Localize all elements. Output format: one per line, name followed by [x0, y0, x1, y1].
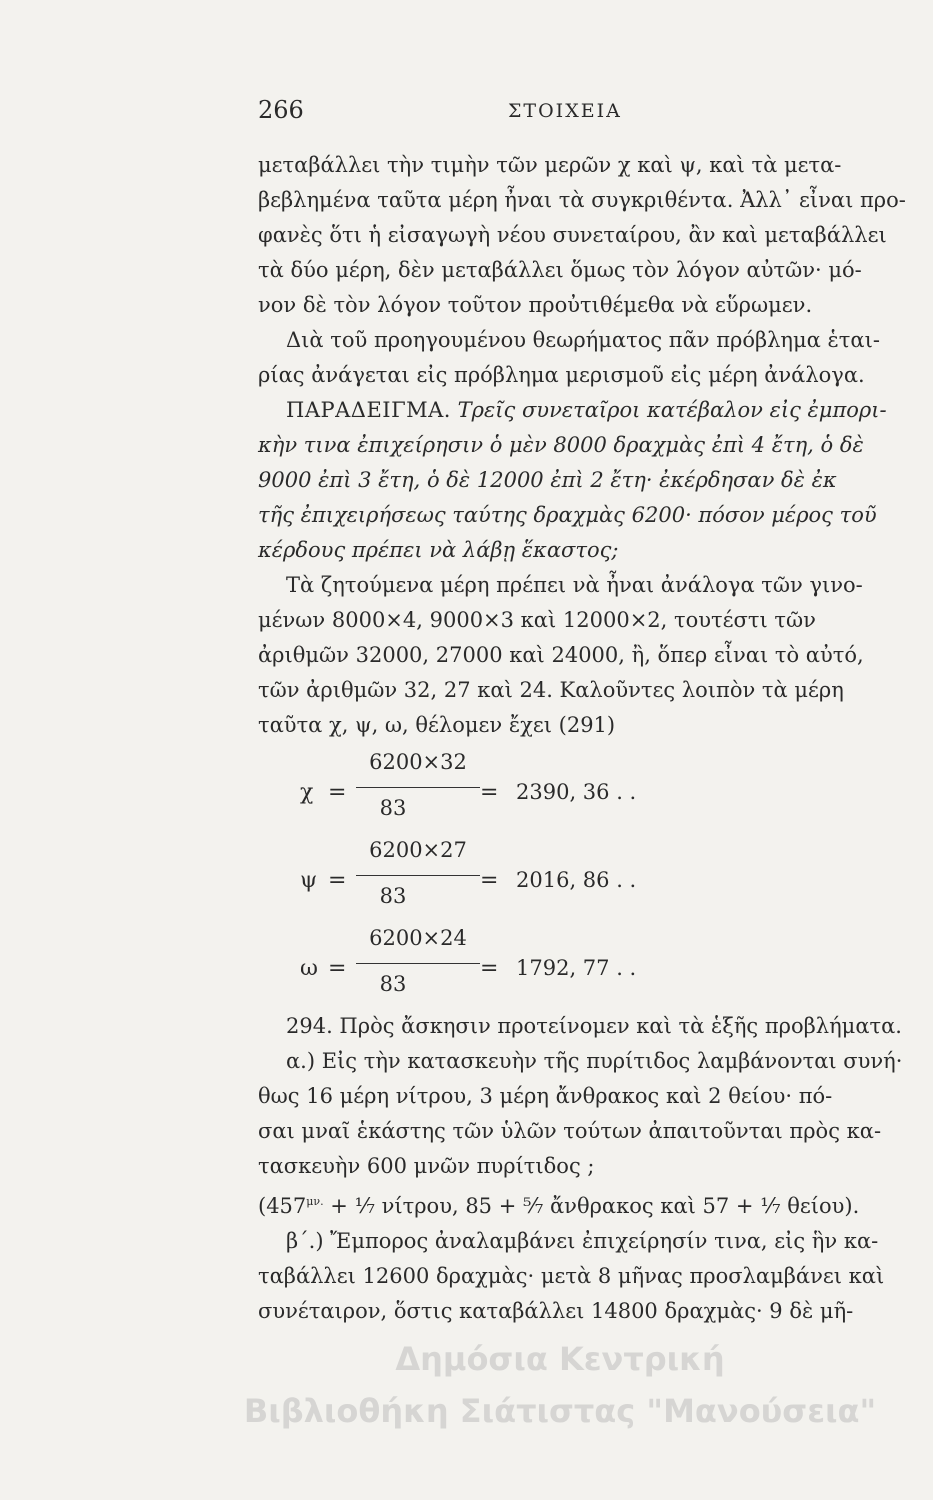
answer-post: + ¹⁄₇ νίτρου, 85 + ⁵⁄₇ ἄνθρακος καὶ 57 + ¹⁄₇ θείου). [323, 1194, 860, 1218]
exercise-line: θως 16 μέρη νίτρου, 3 μέρη ἄνθρακος καὶ 2 θείου· πό- [258, 1084, 833, 1108]
solution-line: μένων 8000×4, 9000×3 καὶ 12000×2, τουτέστι τῶν [258, 608, 816, 632]
example-line: κὴν τινα ἐπιχείρησιν ὁ μὲν 8000 δραχμὰς ἐπὶ 4 ἔτη, ὁ δὲ [258, 433, 864, 457]
answer-line [258, 1184, 878, 1224]
text-line: Διὰ τοῦ προηγουμένου θεωρήματος πᾶν πρόβλημα ἑται- [286, 328, 880, 352]
equation-omega [258, 921, 878, 1007]
equation-chi [258, 745, 878, 831]
fraction-denominator: 83 [379, 972, 407, 996]
solution-line: τῶν ἀριθμῶν 32, 27 καὶ 24. Καλοῦντες λοιπὸν τὰ μέρη [258, 678, 844, 702]
library-watermark-line1: Δημόσια Κεντρική [395, 1340, 725, 1378]
solution-line: ταῦτα χ, ψ, ω, θέλομεν ἔχει (291) [258, 713, 616, 737]
equation-result: 2016, 86 . . [516, 868, 637, 892]
fraction-denominator: 83 [379, 884, 407, 908]
equation-result: 1792, 77 . . [516, 956, 637, 980]
equation-psi [258, 833, 878, 919]
example-label: ΠΑΡΑΔΕΙΓΜΑ. [286, 398, 451, 422]
library-watermark-line2: Βιβλιοθήκη Σιάτιστας "Μανούσεια" [243, 1392, 877, 1430]
example-first-line [258, 393, 887, 428]
equation-variable: χ [300, 780, 314, 805]
fraction-denominator: 83 [379, 796, 407, 820]
fraction-numerator: 6200×24 [369, 926, 467, 950]
text-line: νον δὲ τὸν λόγον τοῦτον προὐτιθέμεθα νὰ εὕρωμεν. [258, 293, 813, 317]
exercise-line: 294. Πρὸς ἄσκησιν προτείνομεν καὶ τὰ ἑξῆς προβλήματα. [286, 1014, 902, 1038]
equals-sign: = [480, 868, 499, 893]
equals-sign: = [328, 780, 347, 805]
equation-result: 2390, 36 . . [516, 780, 637, 804]
page-number: 266 [258, 96, 304, 124]
example-text: Τρεῖς συνεταῖροι κατέβαλον εἰς ἐμπορι- [457, 398, 887, 422]
exercise-line: α.) Εἰς τὴν κατασκευὴν τῆς πυρίτιδος λαμβάνονται συνή· [286, 1049, 903, 1073]
running-title: ΣΤΟΙΧΕΙΑ [508, 100, 622, 122]
solution-line: ἀριθμῶν 32000, 27000 καὶ 24000, ἢ, ὅπερ εἶναι τὸ αὐτό, [258, 643, 864, 667]
exercise-line: συνέταιρον, ὅστις καταβάλλει 14800 δραχμὰς· 9 δὲ μῆ- [258, 1299, 854, 1323]
body-text [258, 148, 906, 1329]
fraction-bar [356, 787, 480, 788]
example-line: 9000 ἐπὶ 3 ἔτη, ὁ δὲ 12000 ἐπὶ 2 ἔτη· ἐκέρδησαν δὲ ἐκ [258, 468, 837, 492]
text-line: φανὲς ὅτι ἡ εἰσαγωγὴ νέου συνεταίρου, ἂν καὶ μεταβάλλει [258, 223, 887, 247]
exercise-line: σαι μναῖ ἑκάστης τῶν ὑλῶν τούτων ἀπαιτοῦνται πρὸς κα- [258, 1119, 882, 1143]
page-header [258, 96, 878, 136]
text-line: μεταβάλλει τὴν τιμὴν τῶν μερῶν χ καὶ ψ, καὶ τὰ μετα- [258, 153, 842, 177]
exercise-line: ταβάλλει 12600 δραχμὰς· μετὰ 8 μῆνας προσλαμβάνει καὶ [258, 1264, 885, 1288]
answer-pre: (457 [258, 1194, 307, 1218]
fraction-bar [356, 963, 480, 964]
equation-variable: ψ [300, 868, 318, 893]
text-line: τὰ δύο μέρη, δὲν μεταβάλλει ὅμως τὸν λόγον αὐτῶν· μό- [258, 258, 862, 282]
equals-sign: = [480, 780, 499, 805]
solution-line: Τὰ ζητούμενα μέρη πρέπει νὰ ἦναι ἀνάλογα τῶν γινο- [286, 573, 863, 597]
equals-sign: = [480, 956, 499, 981]
example-line: κέρδους πρέπει νὰ λάβῃ ἕκαστος; [258, 538, 619, 562]
exercise-line: β΄.) Ἔμπορος ἀναλαμβάνει ἐπιχείρησίν τινα, εἰς ἣν κα- [286, 1229, 879, 1253]
answer-unit: μν. [306, 1195, 324, 1208]
equation-variable: ω [300, 956, 318, 981]
fraction-bar [356, 875, 480, 876]
fraction-numerator: 6200×27 [369, 838, 467, 862]
text-line: βεβλημένα ταῦτα μέρη ἦναι τὰ συγκριθέντα. Ἀλλ᾽ εἶναι προ- [258, 188, 906, 212]
equals-sign: = [328, 868, 347, 893]
exercise-line: τασκευὴν 600 μνῶν πυρίτιδος ; [258, 1154, 595, 1178]
example-line: τῆς ἐπιχειρήσεως ταύτης δραχμὰς 6200· πόσον μέρος τοῦ [258, 503, 877, 527]
equals-sign: = [328, 956, 347, 981]
fraction-numerator: 6200×32 [369, 750, 467, 774]
text-line: ρίας ἀνάγεται εἰς πρόβλημα μερισμοῦ εἰς μέρη ἀνάλογα. [258, 363, 865, 387]
